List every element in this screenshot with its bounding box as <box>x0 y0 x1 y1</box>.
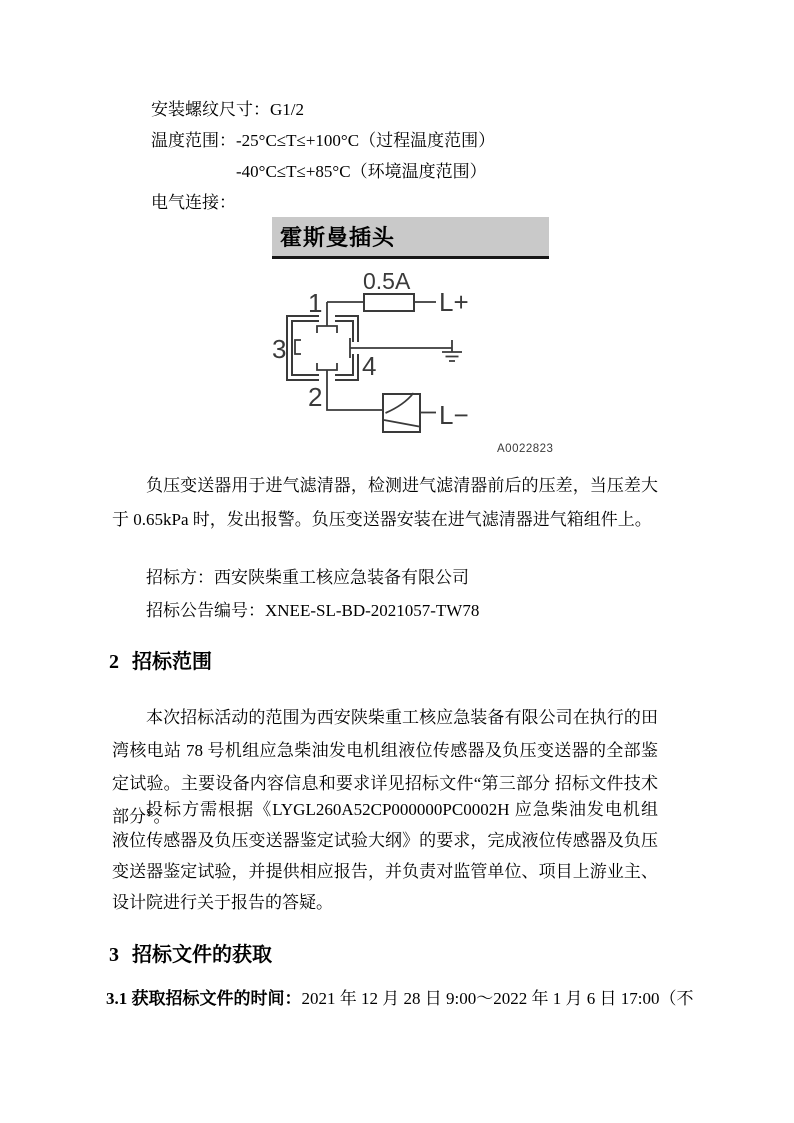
section-3-heading: 3 招标文件的获取 <box>109 944 272 966</box>
spec-electrical-label: 电气连接： <box>151 193 236 212</box>
figure-title: 霍斯曼插头 <box>280 225 396 250</box>
pin-1-contact <box>317 326 337 333</box>
fuse-rating-label: 0.5A <box>363 268 411 294</box>
section-3-1-line <box>106 987 693 1011</box>
spec-temp-range <box>151 125 495 156</box>
tender-info-block <box>112 561 479 627</box>
figure-header-bar <box>272 217 549 259</box>
spec-thread-size: 安装螺纹尺寸：G1/2 <box>151 100 304 119</box>
transmitter-paragraph: 负压变送器用于进气滤清器，检测进气滤清器前后的压差，当压差大于 0.65kPa 时，发出报警。负压变送器安装在进气滤清器进气箱组件上。 <box>112 476 658 529</box>
pin-3-contact <box>295 340 301 354</box>
section-2-paragraph-1: 本次招标活动的范围为西安陕柴重工核应急装备有限公司在执行的田湾核电站 78 号机组应急柴油发电机组液位传感器及负压变送器的全部鉴定试验。主要设备内容信息和要求详见招标文件“第三部分 招标文件技术部分”。 <box>112 708 658 826</box>
section-2-heading: 2 招标范围 <box>109 651 212 673</box>
indicator-scale-arc <box>386 393 414 413</box>
terminal-3-label: 3 <box>272 334 287 364</box>
section-3-1-text: 2021 年 12 月 28 日 9:00～2022 年 1 月 6 日 17:00（不 <box>301 989 694 1008</box>
wiring-diagram <box>270 262 570 462</box>
l-minus-label: L− <box>439 400 469 430</box>
tender-number-line: 招标公告编号：XNEE-SL-BD-2021057-TW78 <box>146 601 480 620</box>
figure-code: A0022823 <box>497 443 554 455</box>
spec-temp-label: 温度范围： <box>151 131 236 150</box>
indicator-needle <box>384 420 419 427</box>
spec-temp-ambient: -40°C≤T≤+85°C（环境温度范围） <box>236 162 487 181</box>
section-3-1-label: 3.1 获取招标文件的时间： <box>106 989 302 1008</box>
fuse-symbol <box>364 294 414 311</box>
section-2-paragraph-2: 投标方需根据《LYGL260A52CP000000PC0002H 应急柴油发电机组液位传感器及负压变送器鉴定试验大纲》的要求，完成液位传感器及负压变送器鉴定试验，并提供相应报告，并负责对监管单位、项目上游业主、设计院进行关于报告的答疑。 <box>112 800 658 912</box>
pin-2-contact <box>317 363 337 370</box>
terminal-1-label: 1 <box>308 288 323 318</box>
spec-block <box>151 94 495 218</box>
terminal-4-label: 4 <box>362 351 377 381</box>
l-plus-label: L+ <box>439 287 469 317</box>
ground-symbol <box>442 340 462 361</box>
terminal-2-label: 2 <box>308 382 323 412</box>
tender-party-line: 招标方：西安陕柴重工核应急装备有限公司 <box>146 568 469 587</box>
connector-inner-square <box>292 321 353 375</box>
wire-pin1-lplus <box>327 302 436 326</box>
spec-temp-process: -25°C≤T≤+100°C（过程温度范围） <box>236 131 496 150</box>
